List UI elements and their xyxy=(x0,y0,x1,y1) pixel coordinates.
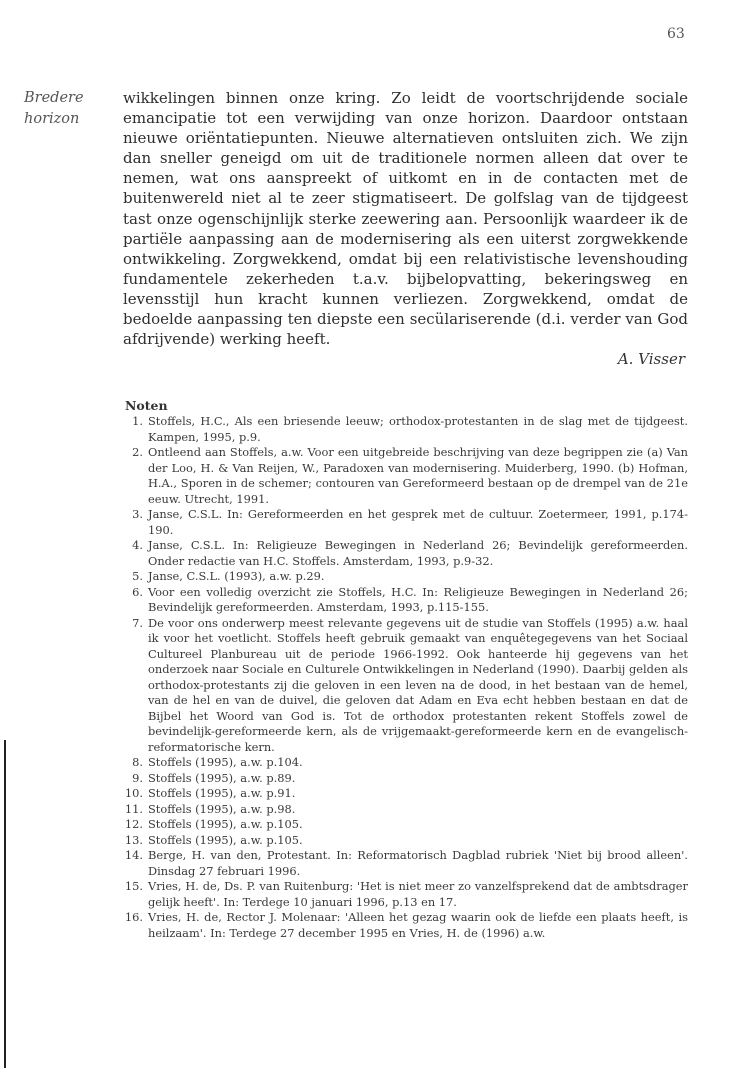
note-item xyxy=(118,755,688,771)
note-text: Ontleend aan Stoffels, a.w. Voor een uitgebreide beschrijving van deze begrippen zie (a) Van der Loo, H. & Van Reijen, W., Paradoxen van modernisering. Muiderberg, 1990. (b) Hofman, H.A., Sporen in de schemer; contouren van Gereformeerd bestaan op de drempel van de 21e eeuw. Utrecht, 1991. xyxy=(148,445,688,506)
note-text: Berge, H. van den, Protestant. In: Reformatorisch Dagblad rubriek 'Niet bij brood alleen'. Dinsdag 27 februari 1996. xyxy=(148,848,688,878)
scan-edge-rule xyxy=(4,740,6,1068)
note-number: 10. xyxy=(124,786,143,800)
note-text: Janse, C.S.L. (1993), a.w. p.29. xyxy=(148,569,325,583)
note-text: Voor een volledig overzicht zie Stoffels, H.C. In: Religieuze Bewegingen in Nederland 26; Bevindelijk gereformeerden. Amsterdam, 1993, p.115-155. xyxy=(148,584,688,614)
note-number: 13. xyxy=(124,832,143,847)
note-item xyxy=(118,585,688,616)
note-number: 4. xyxy=(132,538,143,552)
note-item xyxy=(118,848,688,879)
note-number: 1. xyxy=(132,414,143,428)
note-item xyxy=(118,445,688,507)
note-number: 9. xyxy=(132,770,143,785)
note-number: 2. xyxy=(132,445,143,459)
note-number: 3. xyxy=(132,507,143,521)
note-number: 15. xyxy=(124,879,143,893)
note-text: Stoffels (1995), a.w. p.105. xyxy=(148,832,303,847)
note-text: Stoffels (1995), a.w. p.89. xyxy=(148,770,296,785)
note-item xyxy=(118,569,688,585)
note-number: 14. xyxy=(124,848,143,862)
note-text: Stoffels (1995), a.w. p.98. xyxy=(148,801,296,816)
note-item xyxy=(118,879,688,910)
note-item xyxy=(118,538,688,569)
note-item xyxy=(118,771,688,787)
note-text: Vries, H. de, Rector J. Molenaar: 'Alleen het gezag waarin ook de liefde een plaats heeft, is heilzaam'. In: Terdege 27 december 1995 en Vries, H. de (1996) a.w. xyxy=(148,910,688,940)
note-number: 12. xyxy=(124,817,143,831)
note-text: Stoffels (1995), a.w. p.104. xyxy=(148,755,303,769)
note-item xyxy=(118,910,688,941)
note-item xyxy=(118,833,688,849)
note-item xyxy=(118,817,688,833)
note-text: De voor ons onderwerp meest relevante gegevens uit de studie van Stoffels (1995) a.w. haal ik voor het voetlicht. Stoffels heeft gebruik gemaakt van enquêtegegevens van het Sociaal Cultureel Planbureau uit de periode 1966-1992. Ook hanteerde hij gegevens van het onderzoek naar Sociale en Culturele Ontwikkelingen in Nederland (1990). Daarbij gelden als orthodox-protestants zij die geloven in een leven na de dood, in het bestaan van de hemel, van de hel en van de duivel, die geloven dat Adam en Eva echt hebben bestaan en dat de Bijbel het Woord van God is. Tot de orthodox protestanten rekent Stoffels zowel de bevindelijk-gereformeerde kern, als de vrijgemaakt-gereformeerde kern en de evangelisch-reformatorische kern. xyxy=(148,615,688,754)
margin-label: Bredere horizon xyxy=(24,90,84,127)
notes-list xyxy=(118,414,688,941)
note-text: Janse, C.S.L. In: Religieuze Bewegingen in Nederland 26; Bevindelijk gereformeerden. Onder redactie van H.C. Stoffels. Amsterdam, 1993, p.9-32. xyxy=(148,538,688,568)
note-number: 8. xyxy=(132,755,143,769)
note-item xyxy=(118,786,688,802)
note-text: Vries, H. de, Ds. P. van Ruitenburg: 'Het is niet meer zo vanzelfsprekend dat de ambtsdrager gelijk heeft'. In: Terdege 10 januari 1996, p.13 en 17. xyxy=(148,879,688,909)
note-text: Janse, C.S.L. In: Gereformeerden en het gesprek met de cultuur. Zoetermeer, 1991, p.174-190. xyxy=(148,507,688,537)
note-number: 7. xyxy=(132,615,143,630)
note-text: Stoffels (1995), a.w. p.105. xyxy=(148,817,303,831)
note-item xyxy=(118,507,688,538)
page-number: 63 xyxy=(667,26,685,42)
note-number: 11. xyxy=(124,801,143,816)
note-number: 5. xyxy=(132,569,143,583)
note-item xyxy=(118,616,688,756)
note-number: 6. xyxy=(132,584,143,599)
author-signature: A. Visser xyxy=(617,350,685,368)
note-item xyxy=(118,414,688,445)
note-number: 16. xyxy=(124,910,143,924)
note-text: Stoffels, H.C., Als een briesende leeuw; orthodox-protestanten in de slag met de tijdgeest. Kampen, 1995, p.9. xyxy=(148,414,688,444)
notes-heading: Noten xyxy=(125,398,168,413)
note-text: Stoffels (1995), a.w. p.91. xyxy=(148,786,296,800)
note-item xyxy=(118,802,688,818)
body-paragraph: wikkelingen binnen onze kring. Zo leidt de voortschrijdende sociale emancipatie tot een verwijding van onze horizon. Daardoor ontstaan nieuwe oriëntatiepunten. Nieuwe alternatieven ontsluiten zich. We zijn dan sneller geneigd om uit de traditionele normen alleen dat over te nemen, wat ons aanspreekt of uitkomt en in de contacten met de buitenwereld niet al te zeer stigmatiseert. De golfslag van de tijdgeest tast onze ogenschijnlijk sterke zeewering aan. Persoonlijk waardeer ik de partiële aanpassing aan de modernisering als een uiterst zorgwekkende ontwikkeling. Zorgwekkend, omdat bij een relativistische levenshouding fundamentele zekerheden t.a.v. bijbelopvatting, bekeringsweg en levensstijl hun kracht kunnen verliezen. Zorgwekkend, omdat de bedoelde aanpassing ten diepste een secülariserende (d.i. verder van God afdrijvende) werking heeft. xyxy=(123,89,688,349)
